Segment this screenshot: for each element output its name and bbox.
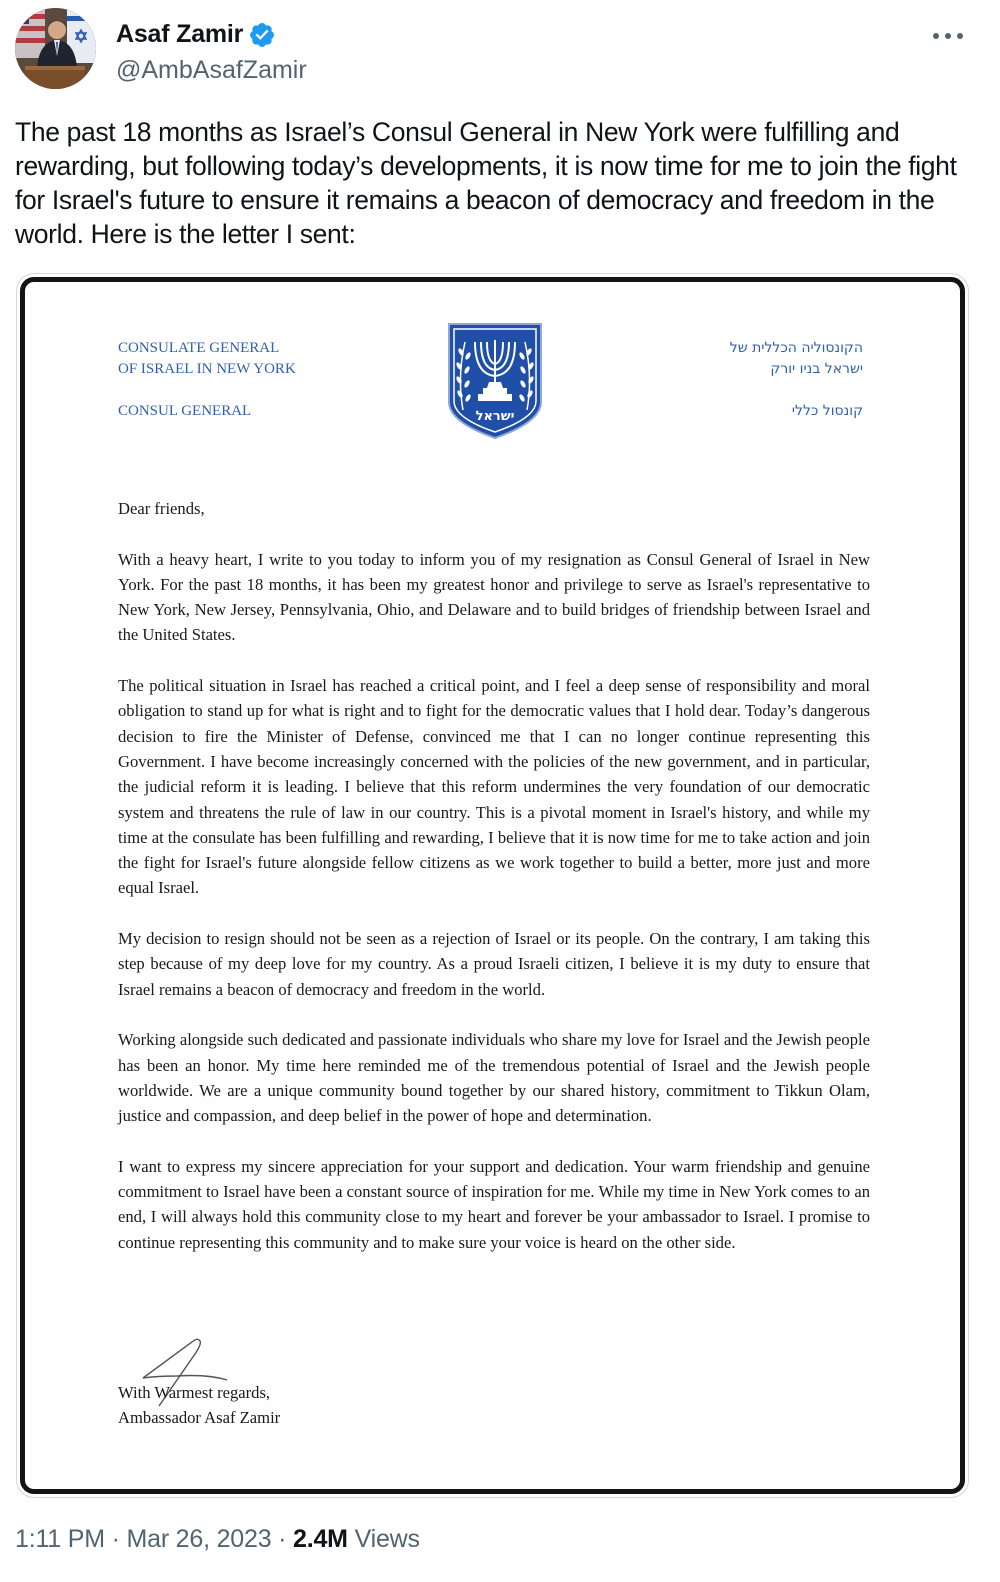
views-label: Views (354, 1525, 420, 1553)
tweet-text: The past 18 months as Israel’s Consul General in New York were fulfilling and rewarding, but following today’s developments, it is now time for me to join the fight for Israel's future to ensure it remains a beacon of democracy and freedom in the world. Here is the letter I sent: (15, 117, 957, 249)
tweet-time[interactable]: 1:11 PM (15, 1525, 105, 1553)
dot (945, 33, 951, 39)
letterhead-right-line1: הקונסוליה הכללית של (729, 340, 863, 356)
letterhead-right (730, 338, 863, 422)
avatar[interactable] (15, 8, 96, 89)
emblem-of-israel-icon (447, 322, 543, 440)
separator: · (271, 1525, 294, 1553)
letterhead-left-line3: CONSUL GENERAL (118, 403, 252, 419)
letter-paragraph: With a heavy heart, I write to you today to inform you of my resignation as Consul General of Israel in New York. For the past 18 months, it has been my greatest honor and privilege to serve as Israel's representative to New York, New Jersey, Pennsylvania, Ohio, and Delaware and to build bridges of friendship between Israel and the United States. (118, 549, 870, 645)
views-count: 2.4M (293, 1525, 348, 1553)
more-options-icon[interactable] (933, 26, 963, 46)
letter-closing (118, 1380, 280, 1431)
tweet-media-image[interactable] (16, 273, 969, 1498)
display-name[interactable]: Asaf Zamir (116, 20, 244, 48)
tweet-metadata (15, 1525, 420, 1554)
letter-paragraph: My decision to resign should not be seen as a rejection of Israel or its people. On the contrary, I am taking this step because of my deep love for my country. As a proud Israeli citizen, I believe it is my duty to ensure that Israel remains a beacon of democracy and freedom in the world. (118, 929, 870, 999)
dot (933, 33, 939, 39)
letter-page (20, 277, 965, 1494)
name-row (116, 20, 276, 49)
profile-photo-icon (15, 8, 96, 89)
letterhead-left (118, 338, 296, 422)
letterhead-left-line2: OF ISRAEL IN NEW YORK (118, 361, 296, 377)
letter-paragraph: Working alongside such dedicated and passionate individuals who share my love for Israel and the Jewish people has been an honor. My time here reminded me of the tremendous potential of Israel and the Jewish people worldwide. We are a unique community bound together by our shared history, commitment to Tikkun Olam, justice and compassion, and deep belief in the power of hope and determination. (118, 1030, 870, 1126)
separator: · (104, 1525, 127, 1553)
svg-text:ישראל: ישראל (475, 409, 515, 424)
letterhead-right-line2: ישראל בניו יורק (770, 361, 863, 377)
verified-badge-icon (248, 21, 276, 49)
tweet-date[interactable]: Mar 26, 2023 (126, 1525, 272, 1553)
letterhead-right-line3: קונסול כללי (791, 403, 863, 419)
signatory-name: Ambassador Asaf Zamir (118, 1408, 281, 1428)
letter-body (118, 496, 870, 1280)
letter-paragraph: I want to express my sincere appreciation for your support and dedication. Your warm friendship and genuine commitment to Israel have been a constant source of inspiration for me. While my time in New York comes to an end, I will always hold this community close to my heart and forever be your ambassador to Israel. I promise to continue representing this community and to make sure your voice is heard on the other side. (118, 1156, 870, 1252)
letterhead-left-line1: CONSULATE GENERAL (118, 340, 280, 356)
letter-greeting: Dear friends, (118, 499, 205, 518)
letter-paragraph: The political situation in Israel has reached a critical point, and I feel a deep sense of responsibility and moral obligation to stand up for what is right and to fight for the democratic values that I hold dear. Today’s dangerous decision to fire the Minister of Defense, convinced me that I can no longer continue representing this Government. I have become increasingly concerned with the policies of the new government, and in particular, the judicial reform it is leading. I believe that this reform undermines the very foundation of our democratic system and threatens the rule of law in our country. This is a pivotal moment in Israel's history, and while my time at the consulate has been fulfilling and rewarding, I believe that it is now time for me to take action and join the fight for Israel's future alongside fellow citizens as we work together to build a better, more just and more equal Israel. (118, 676, 870, 898)
dot (957, 33, 963, 39)
tweet-header (15, 8, 985, 90)
handle[interactable]: @AmbAsafZamir (116, 56, 307, 84)
closing-line: With Warmest regards, (118, 1383, 271, 1402)
